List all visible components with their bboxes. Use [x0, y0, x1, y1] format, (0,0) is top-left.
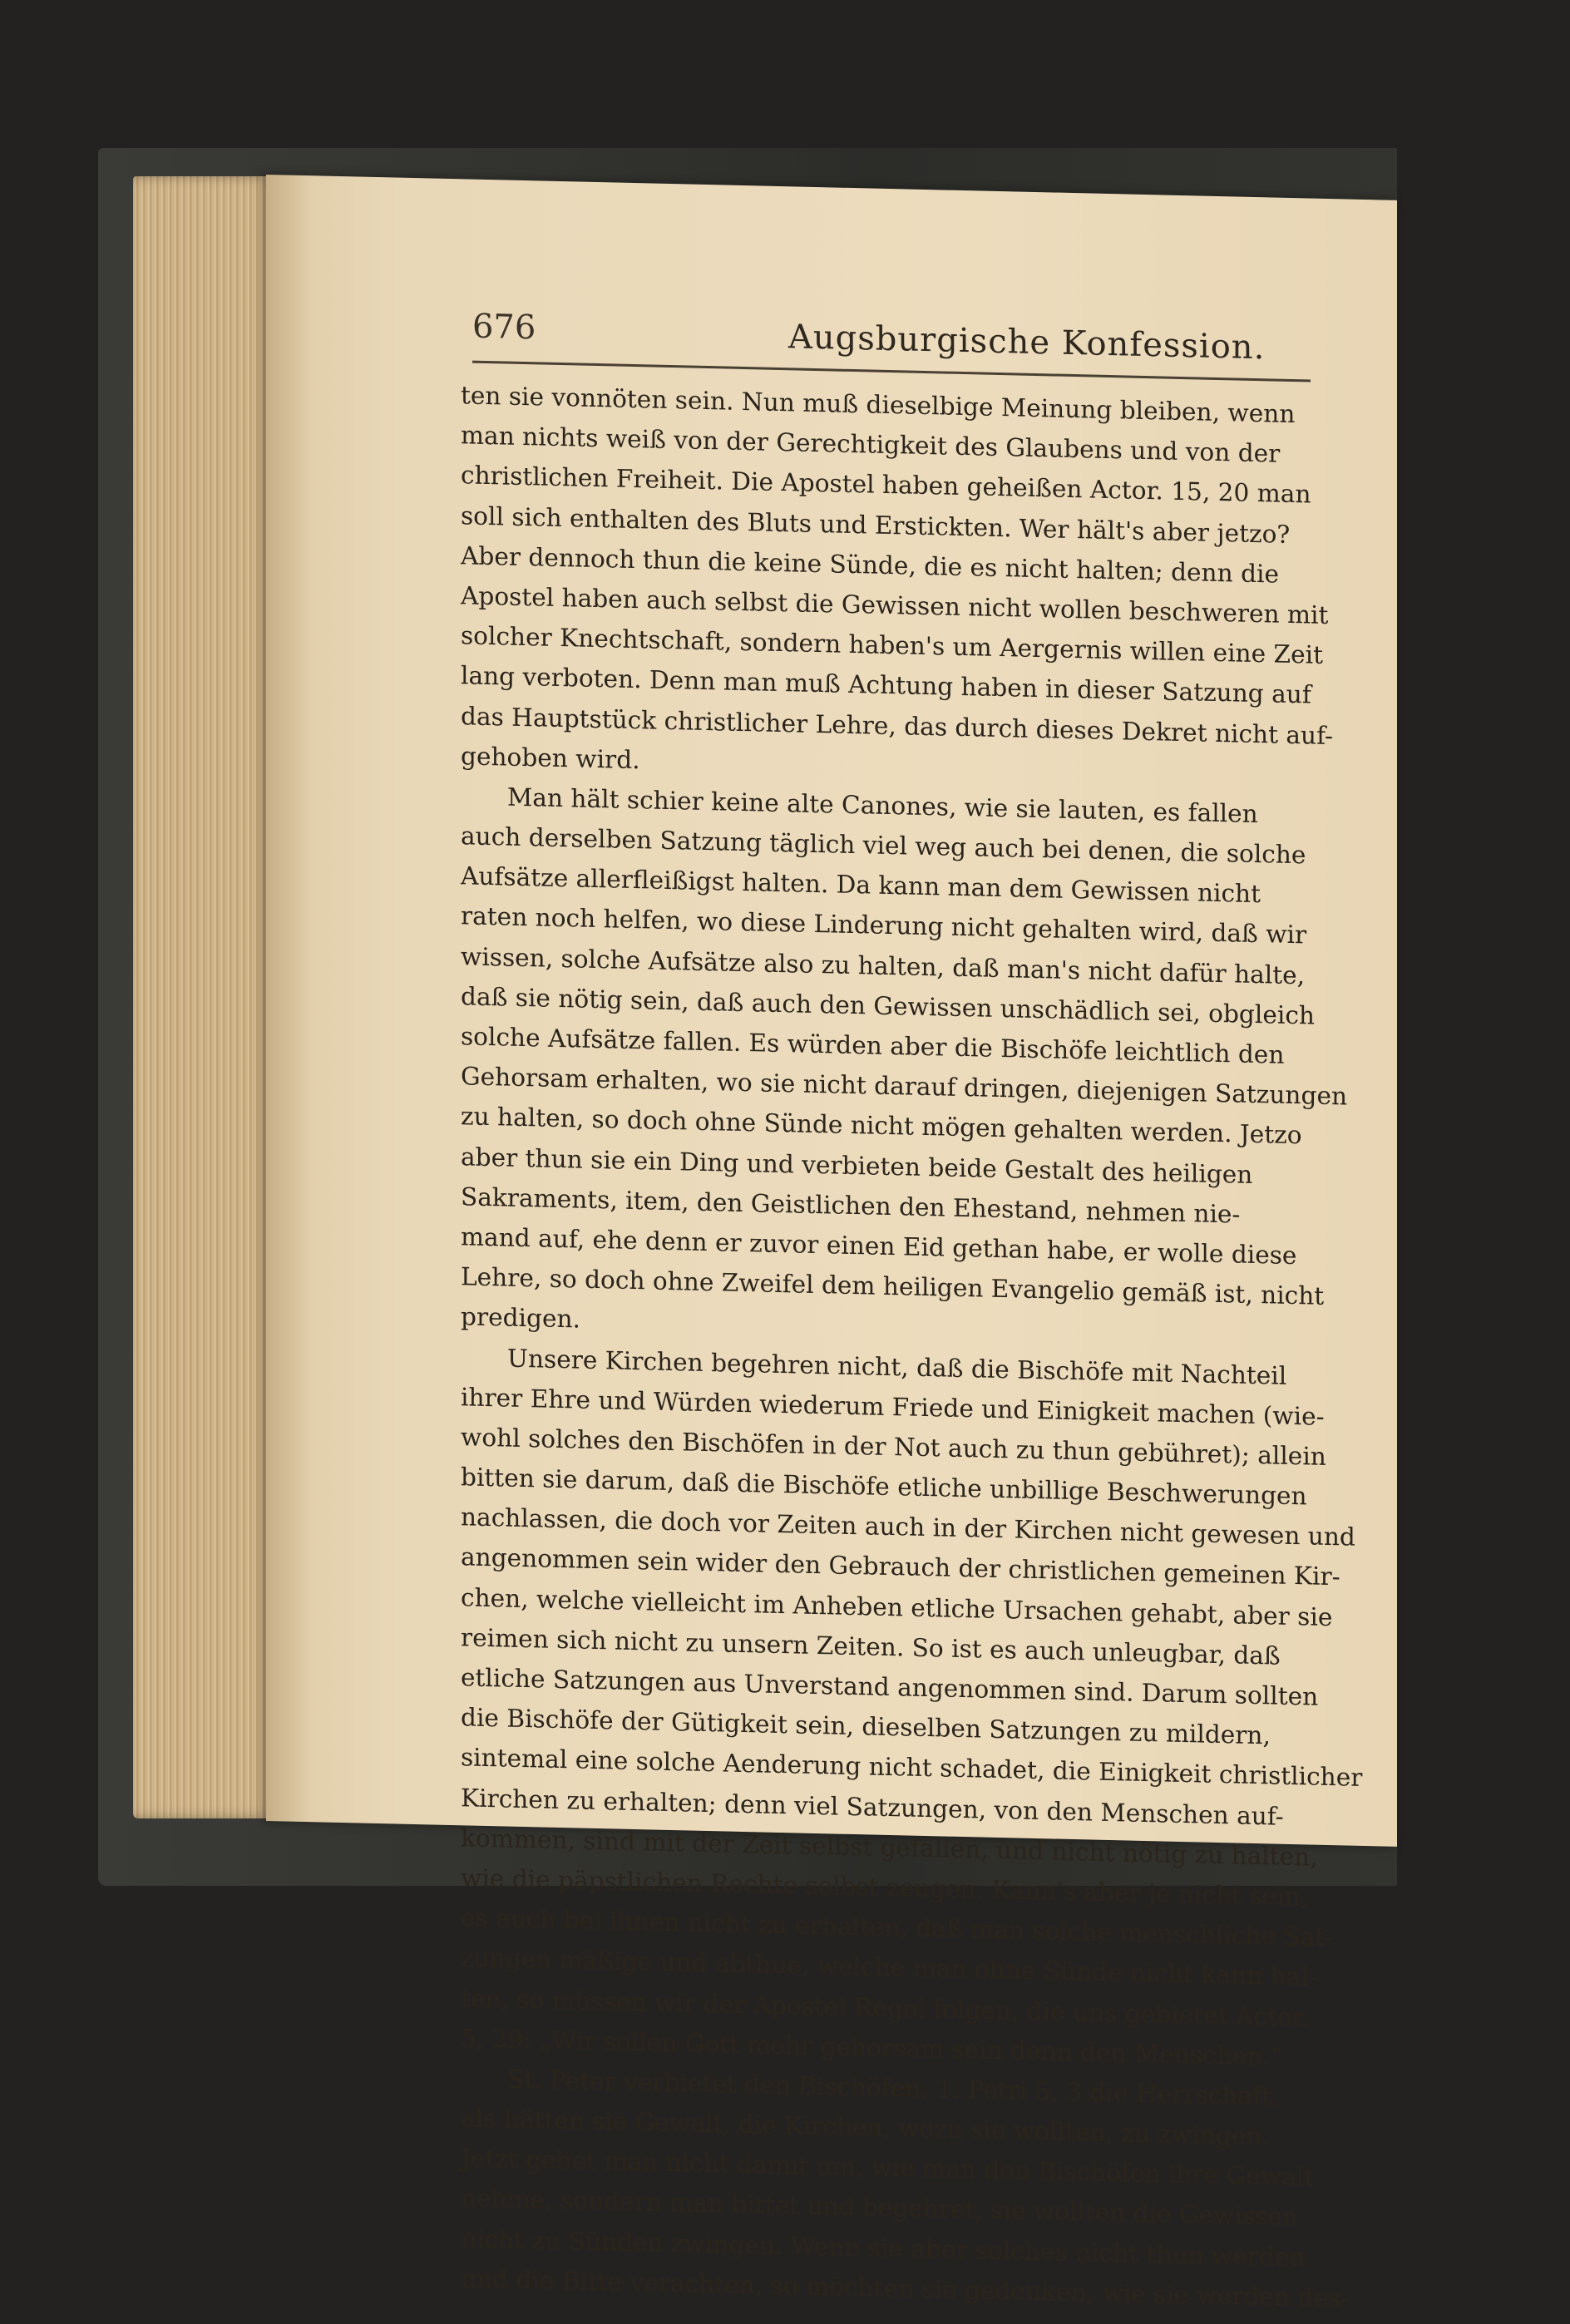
body-text — [461, 375, 1363, 2317]
text-line: das Hauptstück christlicher Lehre, das durch dieses Dekret nicht auf- — [461, 701, 1334, 750]
text-line: reimen sich nicht zu unsern Zeiten. So ist es auch unleugbar, daß — [461, 1623, 1281, 1670]
paragraph — [461, 375, 1334, 795]
book-page — [266, 175, 1397, 2313]
text-line: daß sie nötig sein, daß auch den Gewissen unschädlich sei, obgleich — [461, 982, 1315, 1030]
text-line: soll sich enthalten des Bluts und Erstickten. Wer hält's aber jetzo? — [461, 501, 1291, 549]
text-line: ihrer Ehre und Würden wiederum Friede und Einigkeit machen (wie- — [461, 1382, 1325, 1431]
text-line: Unsere Kirchen begehren nicht, daß die Bischöfe mit Nachteil — [507, 1344, 1287, 1390]
text-line: predigen. — [461, 1302, 580, 1334]
text-line: es auch bei ihnen nicht zu erhalten, daß man solche menschliche Sat- — [461, 1903, 1334, 1952]
text-line: Apostel haben auch selbst die Gewissen nicht wollen beschweren mit — [461, 581, 1329, 629]
page-header — [472, 293, 1570, 392]
text-line: Aufsätze allerfleißigst halten. Da kann man dem Gewissen nicht — [461, 861, 1261, 909]
text-line: Jetzt gehet man nicht damit um, wie man den Bischöfen ihre Gewalt — [461, 2144, 1315, 2192]
text-line: als hätten sie Gewalt, die Kirchen, wozu sie wollten, zu zwingen. — [461, 2104, 1270, 2151]
text-line: und die Bitte verachten, so möchten sie gedenken, wie sie werden des- — [461, 2264, 1350, 2313]
text-line: man nichts weiß von der Gerechtigkeit des Glaubens und von der — [461, 421, 1281, 468]
page-number: 676 — [472, 307, 536, 348]
text-line: St. Peter verbietet den Bischöfen, 1. Petri 5, 3 die Herrschaft, — [507, 2065, 1280, 2111]
text-line: nehme, sondern man bittet und begehret, sie wollten die Gewissen — [461, 2183, 1298, 2232]
text-line: angenommen sein wider den Gebrauch der christlichen gemeinen Kir- — [461, 1542, 1340, 1591]
text-line: wohl solches den Bischöfen in der Not auch zu thun gebühret); allein — [461, 1423, 1326, 1471]
text-line: auch derselben Satzung täglich viel weg auch bei denen, die solche — [461, 822, 1306, 870]
text-line: Gehorsam erhalten, wo sie nicht darauf dringen, diejenigen Satzungen — [461, 1062, 1348, 1111]
text-line: solche Aufsätze fallen. Es würden aber die Bischöfe leichtlich den — [461, 1022, 1285, 1069]
text-line: raten noch helfen, wo diese Linderung nicht gehalten wird, daß wir — [461, 901, 1307, 950]
text-line: ten sie vonnöten sein. Nun muß dieselbige Meinung bleiben, wenn — [461, 381, 1296, 429]
text-line: nachlassen, die doch vor Zeiten auch in der Kirchen nicht gewesen und — [461, 1502, 1355, 1552]
text-line: wie die päpstlichen Rechte selbst zeugen. Kann's aber je nicht sein, — [461, 1863, 1308, 1912]
text-line: Kirchen zu erhalten; denn viel Satzungen, von den Menschen auf- — [461, 1783, 1284, 1831]
text-line: Man hält schier keine alte Canones, wie sie lauten, es fallen — [507, 782, 1258, 828]
running-title: Augsburgische Konfession. — [788, 318, 1266, 368]
text-line: sintemal eine solche Aenderung nicht schadet, die Einigkeit christlicher — [461, 1743, 1363, 1793]
paragraph — [461, 776, 1348, 1356]
text-line: wissen, solche Aufsätze also zu halten, daß man's nicht dafür halte, — [461, 941, 1306, 989]
text-line: chen, welche vielleicht im Anheben etliche Ursachen gehabt, aber sie — [461, 1582, 1333, 1631]
paragraph — [461, 1337, 1363, 2078]
text-line: zungen mäßige und abthue, welche man ohne Sünde nicht kann hal- — [461, 1943, 1317, 1991]
text-line: Lehre, so doch ohne Zweifel dem heiligen Evangelio gemäß ist, nicht — [461, 1262, 1325, 1310]
text-line: kommen, sind mit der Zeit selbst gefallen, und nicht nötig zu halten, — [461, 1823, 1318, 1872]
text-line: nicht zu Sünden zwingen. Wenn sie aber solches nicht thun werden — [461, 2223, 1306, 2272]
text-line: 5, 29: „Wir sollen Gott mehr gehorsam sein denn den Menschen.“ — [461, 2023, 1283, 2071]
text-line: Aber dennoch thun die keine Sünde, die es nicht halten; denn die — [461, 541, 1279, 589]
text-line: solcher Knechtschaft, sondern haben's um Aergernis willen eine Zeit — [461, 621, 1323, 669]
text-line: lang verboten. Denn man muß Achtung haben in dieser Satzung auf — [461, 661, 1311, 709]
text-line: aber thun sie ein Ding und verbieten beide Gestalt des heiligen — [461, 1142, 1253, 1189]
text-line: bitten sie darum, daß die Bischöfe etliche unbillige Beschwerungen — [461, 1463, 1307, 1511]
paragraph — [461, 2058, 1350, 2318]
text-line: zu halten, so doch ohne Sünde nicht mögen gehalten werden. Jetzo — [461, 1102, 1302, 1150]
text-line: etliche Satzungen aus Unverstand angenommen sind. Darum sollten — [461, 1663, 1319, 1711]
text-line: ten, so müssen wir der Apostel Regel folgen, die uns gebietet Actor. — [461, 1983, 1309, 2031]
text-line: christlichen Freiheit. Die Apostel haben geheißen Actor. 15, 20 man — [461, 461, 1311, 509]
text-line: die Bischöfe der Gütigkeit sein, dieselben Satzungen zu mildern, — [461, 1703, 1271, 1750]
text-line: Sakraments, item, den Geistlichen den Ehestand, nehmen nie- — [461, 1182, 1241, 1229]
text-line: mand auf, ehe denn er zuvor einen Eid gethan habe, er wolle diese — [461, 1222, 1297, 1271]
text-line: gehoben wird. — [461, 741, 640, 774]
